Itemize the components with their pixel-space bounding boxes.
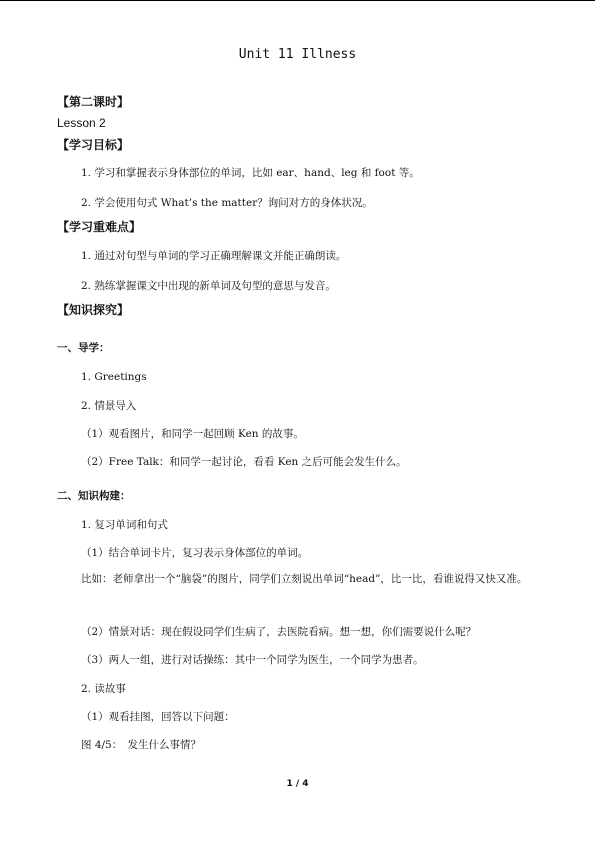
build-example-paragraph: 比如：老师拿出一个“脑袋”的图片，同学们立刻说出单词“head”，比一比，看谁说得又快又准。 — [81, 573, 528, 585]
objective-item-1: 1. 学习和掌握表示身体部位的单词，比如 ear、hand、leg 和 foot 等。 — [81, 167, 420, 179]
build-line-1: 1. 复习单词和句式 — [81, 519, 168, 531]
build-heading: 二、知识构建： — [57, 490, 131, 502]
page-number: 1 / 4 — [286, 779, 309, 789]
build-line-2: （1）结合单词卡片，复习表示身体部位的单词。 — [81, 547, 309, 559]
key-point-item-1: 1. 通过对句型与单词的学习正确理解课文并能正确朗读。 — [81, 250, 347, 262]
lesson-label: Lesson 2 — [57, 116, 106, 130]
key-points-heading: 【学习重难点】 — [57, 220, 142, 234]
objective-item-2: 2. 学会使用句式 What’s the matter？询问对方的身体状况。 — [81, 197, 373, 209]
page-title: Unit 11 Illness — [238, 47, 357, 62]
objectives-heading: 【学习目标】 — [57, 138, 130, 152]
guide-heading: 一、导学： — [57, 342, 110, 354]
build-line-3: （2）情景对话：现在假设同学们生病了，去医院看病。想一想，你们需要说什么呢？ — [81, 626, 477, 638]
build-line-6: （1）观看挂图，回答以下问题： — [81, 711, 235, 723]
top-border — [0, 0, 595, 1]
section-period-heading: 【第二课时】 — [57, 95, 130, 109]
guide-line-4: （2）Free Talk：和同学一起讨论，看看 Ken 之后可能会发生什么。 — [81, 456, 407, 468]
build-line-7: 图 4/5： 发生什么事情？ — [81, 739, 201, 751]
build-line-4: （3）两人一组，进行对话操练：其中一个同学为医生，一个同学为患者。 — [81, 654, 424, 666]
exploration-heading: 【知识探究】 — [57, 303, 130, 317]
guide-line-2: 2. 情景导入 — [81, 400, 137, 412]
build-line-5: 2. 读故事 — [81, 683, 126, 695]
guide-line-3: （1）观看图片，和同学一起回顾 Ken 的故事。 — [81, 428, 304, 440]
guide-line-1: 1. Greetings — [81, 371, 147, 383]
key-point-item-2: 2. 熟练掌握课文中出现的新单词及句型的意思与发音。 — [81, 280, 336, 292]
